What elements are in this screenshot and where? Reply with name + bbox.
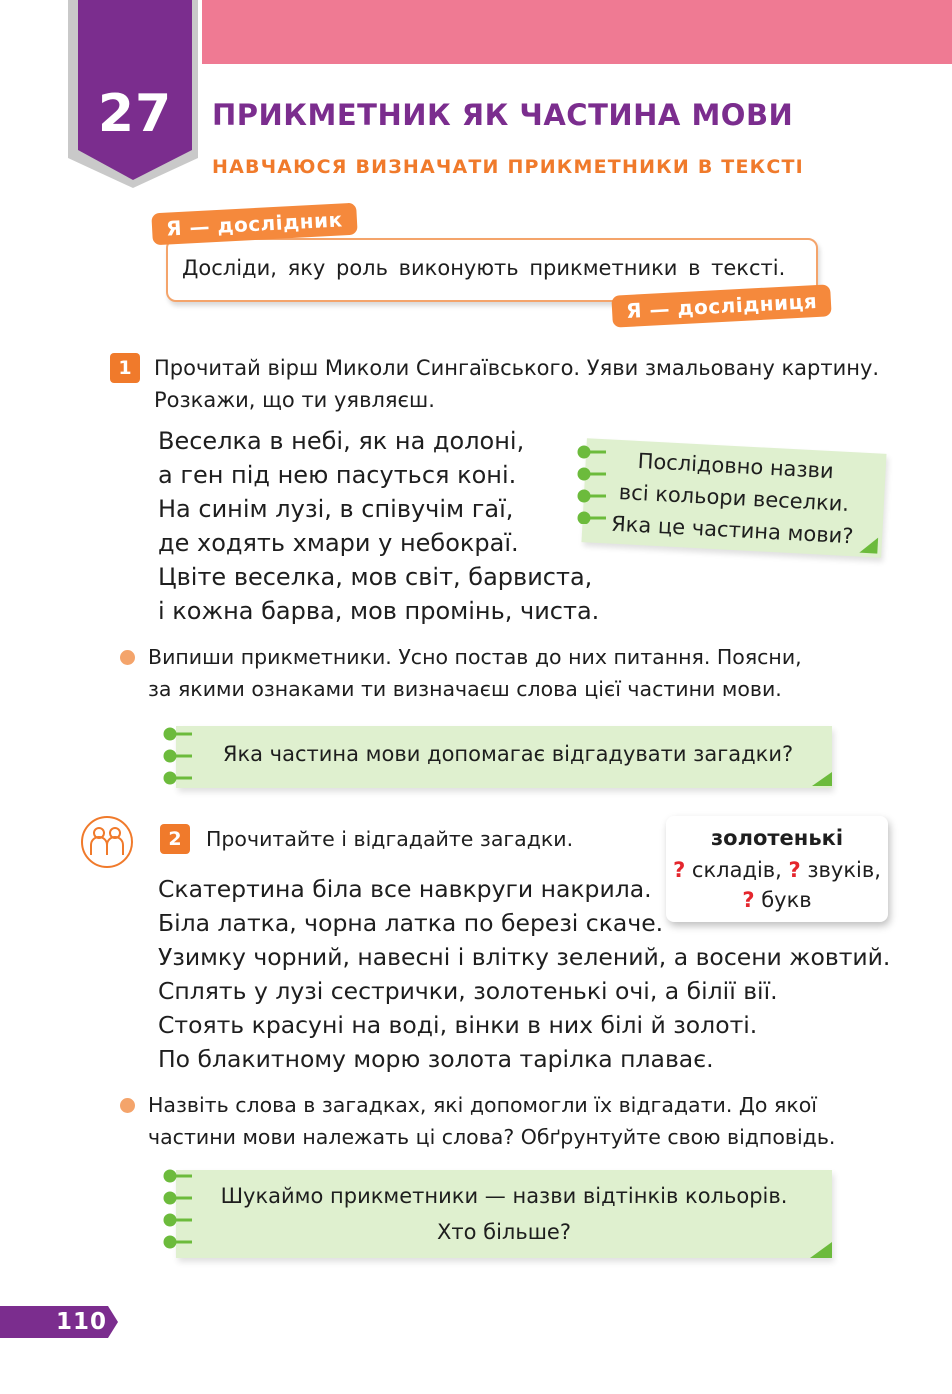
riddle-line: Сплять у лузі сестрички, золотенькі очі, а білії вії. (158, 977, 778, 1005)
note-line: Послідовно назви (637, 448, 835, 484)
exercise-2-instruction: Прочитайте і відгадайте загадки. (206, 827, 574, 851)
card-word: золотенькі (710, 826, 844, 850)
page-subtitle: НАВЧАЮСЯ ВИЗНАЧАТИ ПРИКМЕТНИКИ В ТЕКСТІ (212, 156, 804, 178)
task-bullet (120, 650, 135, 665)
riddle-line: Скатертина біла все навкруги накрила. (158, 875, 652, 903)
poem-line: де ходять хмари у небокраї. (158, 529, 519, 557)
lesson-number: 27 (97, 84, 173, 144)
note-line: Хто більше? (436, 1220, 571, 1244)
riddle-line: По блакитному морю золота тарілка плаває. (158, 1045, 714, 1073)
card-line-2 (666, 888, 888, 912)
exercise-1-task-line1: Випиши прикметники. Усно постав до них питання. Поясни, (148, 645, 802, 669)
question-mark: ? (788, 858, 801, 882)
pair-work-icon (80, 815, 134, 869)
researcher-tag-female: Я — дослідниця (611, 284, 832, 327)
research-text: Досліди, яку роль виконують прикметники в тексті. (182, 256, 786, 280)
card-label-letters: букв (754, 888, 812, 912)
poem-line: а ген під нею пасуться коні. (158, 461, 517, 489)
hint-note-rainbow (581, 438, 886, 558)
exercise-2-number: 2 (160, 824, 190, 854)
poem-line: Цвіте веселка, мов світ, барвиста, (158, 563, 593, 591)
page-number: 110 (56, 1309, 108, 1335)
page-title: ПРИКМЕТНИК ЯК ЧАСТИНА МОВИ (212, 98, 794, 132)
note-corner (812, 772, 832, 786)
card-label-syllables: складів, (685, 858, 789, 882)
exercise-1-task-line2: за якими ознаками ти визначаєш слова цієї частини мови. (148, 677, 782, 701)
exercise-1-instruction-line2: Розкажи, що ти уявляєш. (154, 388, 435, 412)
exercise-2-task-line2: частини мови належать ці слова? Обґрунтуйте свою відповідь. (148, 1125, 836, 1149)
riddle-line: Біла латка, чорна латка по березі скаче. (158, 909, 664, 937)
question-mark: ? (742, 888, 755, 912)
poem-line: На синім лузі, в співучім гаї, (158, 495, 514, 523)
riddle-line: Узимку чорний, навесні і влітку зелений, а восени жовтий. (158, 943, 891, 971)
poem-line: і кожна барва, мов промінь, чиста. (158, 597, 600, 625)
task-bullet (120, 1098, 135, 1113)
researcher-tag: Я — дослідник (151, 203, 357, 246)
note-text: Яка частина мови допомагає відгадувати загадки? (222, 742, 794, 766)
card-label-sounds: звуків, (800, 858, 881, 882)
exercise-1-number: 1 (110, 353, 140, 383)
note-line: Шукаймо прикметники — назви відтінків кольорів. (220, 1184, 788, 1208)
card-line-1 (666, 858, 888, 882)
note-line: всі кольори веселки. (618, 479, 850, 517)
header-pink-bar (202, 0, 952, 64)
note-pins (576, 444, 610, 524)
poem-line: Веселка в небі, як на долоні, (158, 427, 525, 455)
exercise-2-task-line1: Назвіть слова в загадках, які допомогли їх відгадати. До якої (148, 1093, 817, 1117)
exercise-1-instruction-line1: Прочитай вірш Миколи Сингаївського. Уяви змальовану картину. (154, 356, 880, 380)
note-line: Яка це частина мови? (610, 511, 855, 549)
riddle-line: Стоять красуні на воді, вінки в них білі й золоті. (158, 1011, 758, 1039)
question-mark: ? (673, 858, 686, 882)
